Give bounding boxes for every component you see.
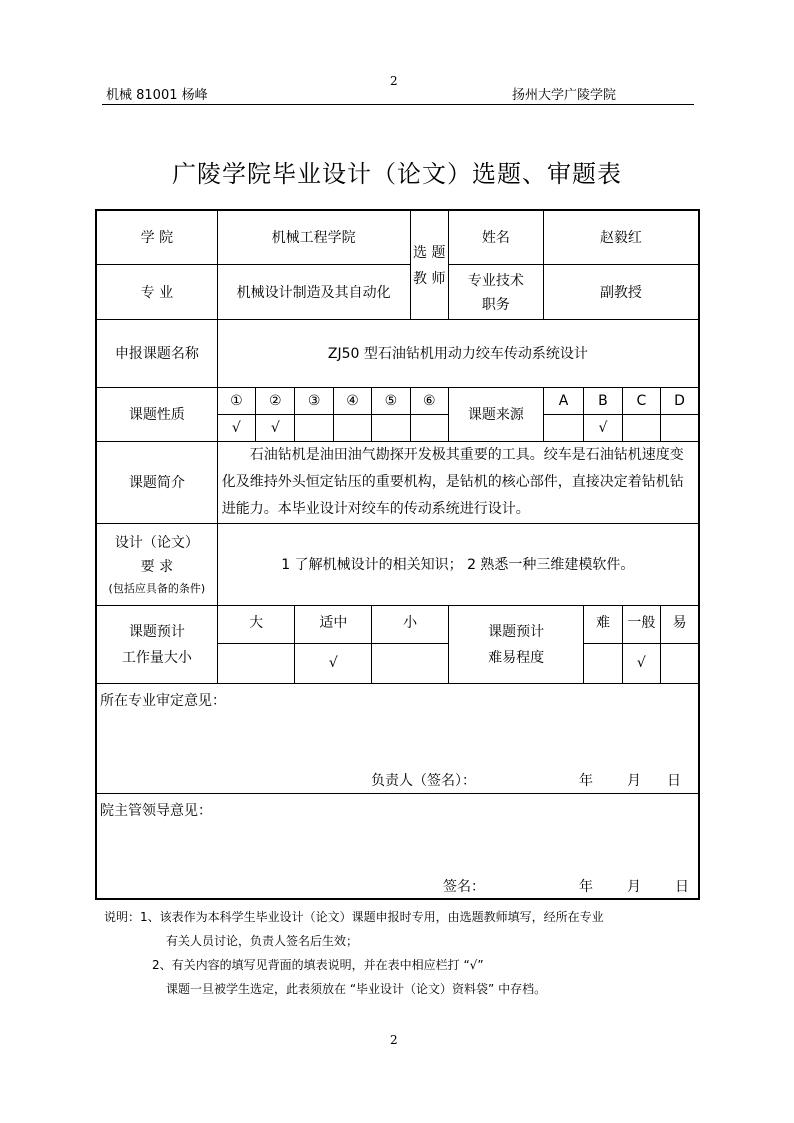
major-opinion-label: 所在专业审定意见： — [100, 692, 226, 709]
workload-label-line1: 课题预计 — [128, 624, 185, 640]
application-form-table — [95, 209, 700, 900]
major-sign-day: 日 — [667, 772, 681, 789]
name-value: 赵毅红 — [543, 210, 699, 264]
workload-check — [372, 643, 449, 683]
nature-label: 课题性质 — [96, 387, 217, 441]
title-position-line2: 职务 — [481, 296, 510, 313]
nature-option: ⑥ — [410, 387, 448, 414]
source-check — [661, 414, 699, 441]
difficulty-check: √ — [622, 643, 660, 683]
dean-sign-year: 年 — [579, 878, 593, 895]
workload-label-line2: 工作量大小 — [121, 650, 192, 666]
difficulty-label-line1: 课题预计 — [488, 624, 545, 640]
source-check — [622, 414, 660, 441]
source-option: C — [622, 387, 660, 414]
source-option: A — [543, 387, 583, 414]
difficulty-label-line2: 难易程度 — [488, 650, 545, 666]
teacher-label-line2: 教 师 — [413, 270, 446, 287]
major-sign-label: 负责人（签名）： — [371, 772, 476, 789]
nature-option: ⑤ — [372, 387, 410, 414]
requirement-value: 1 了解机械设计的相关知识； 2 熟悉一种三维建模软件。 — [217, 523, 699, 605]
intro-text — [217, 441, 699, 523]
footer-page-number: 2 — [390, 1033, 398, 1047]
nature-check — [333, 414, 371, 441]
intro-text-body: 石油钻机是油田油气勘探开发极其重要的工具。绞车是石油钻机速度变化及维持外头恒定钻压的重要机构，是钻机的核心部件，直接决定着钻机钻进能力。本毕业设计对绞车的传动系统进行设计。 — [221, 446, 684, 517]
difficulty-option: 易 — [661, 605, 699, 643]
workload-check: √ — [295, 643, 372, 683]
major-sign-month: 月 — [627, 772, 641, 789]
intro-label: 课题简介 — [96, 441, 217, 523]
difficulty-label — [448, 605, 583, 683]
nature-check — [295, 414, 333, 441]
title-position-line1: 专业技术 — [467, 272, 524, 289]
workload-option: 小 — [372, 605, 449, 643]
nature-check — [372, 414, 410, 441]
requirement-label-line2: 要 求 — [140, 559, 174, 575]
difficulty-option: 一般 — [622, 605, 660, 643]
source-check: √ — [584, 414, 622, 441]
dean-opinion-cell — [96, 793, 699, 899]
teacher-label-line1: 选 题 — [413, 244, 446, 261]
nature-option: ① — [217, 387, 255, 414]
source-option: D — [661, 387, 699, 414]
difficulty-check — [661, 643, 699, 683]
header-page-number: 2 — [390, 74, 398, 88]
dean-sign-day: 日 — [675, 878, 689, 895]
title-position-value: 副教授 — [543, 264, 699, 319]
header-right-text: 扬州大学广陵学院 — [512, 88, 617, 103]
nature-option: ③ — [295, 387, 333, 414]
dean-sign-label: 签名： — [443, 878, 485, 895]
major-value: 机械设计制造及其自动化 — [217, 264, 410, 319]
requirement-label-line3: (包括应具备的条件) — [108, 582, 206, 595]
name-label: 姓名 — [448, 210, 543, 264]
title-position-label — [448, 264, 543, 319]
note-line-1: 说明：1、该表作为本科学生毕业设计（论文）课题申报时专用，由选题教师填写，经所在专业 — [104, 910, 604, 924]
header-left-text: 机械 81001 杨峰 — [106, 88, 208, 103]
topic-label: 申报课题名称 — [96, 319, 217, 387]
note-line-2: 有关人员讨论，负责人签名后生效； — [166, 934, 359, 948]
requirement-label-line1: 设计（论文） — [114, 535, 199, 551]
nature-option: ② — [256, 387, 295, 414]
workload-option: 大 — [217, 605, 295, 643]
nature-check: √ — [256, 414, 295, 441]
dean-opinion-label: 院主管领导意见： — [100, 802, 212, 819]
dean-sign-month: 月 — [627, 878, 641, 895]
source-check — [543, 414, 583, 441]
note-line-4: 课题一旦被学生选定，此表须放在 “毕业设计（论文）资料袋” 中存档。 — [166, 982, 547, 996]
workload-label — [96, 605, 217, 683]
header-rule — [102, 104, 694, 105]
document-title: 广陵学院毕业设计（论文）选题、审题表 — [172, 160, 622, 188]
nature-check — [410, 414, 448, 441]
teacher-label — [410, 210, 448, 319]
difficulty-check — [584, 643, 622, 683]
college-value: 机械工程学院 — [217, 210, 410, 264]
workload-option: 适中 — [295, 605, 372, 643]
difficulty-option: 难 — [584, 605, 622, 643]
workload-check — [217, 643, 295, 683]
major-label: 专 业 — [96, 264, 217, 319]
nature-option: ④ — [333, 387, 371, 414]
major-sign-year: 年 — [579, 772, 593, 789]
requirement-label — [96, 523, 217, 605]
major-opinion-cell — [96, 683, 699, 793]
topic-value: ZJ50 型石油钻机用动力绞车传动系统设计 — [217, 319, 699, 387]
nature-check: √ — [217, 414, 255, 441]
college-label: 学 院 — [96, 210, 217, 264]
note-line-3: 2、有关内容的填写见背面的填表说明，并在表中相应栏打 “√” — [152, 958, 484, 972]
source-option: B — [584, 387, 622, 414]
source-label: 课题来源 — [448, 387, 543, 441]
